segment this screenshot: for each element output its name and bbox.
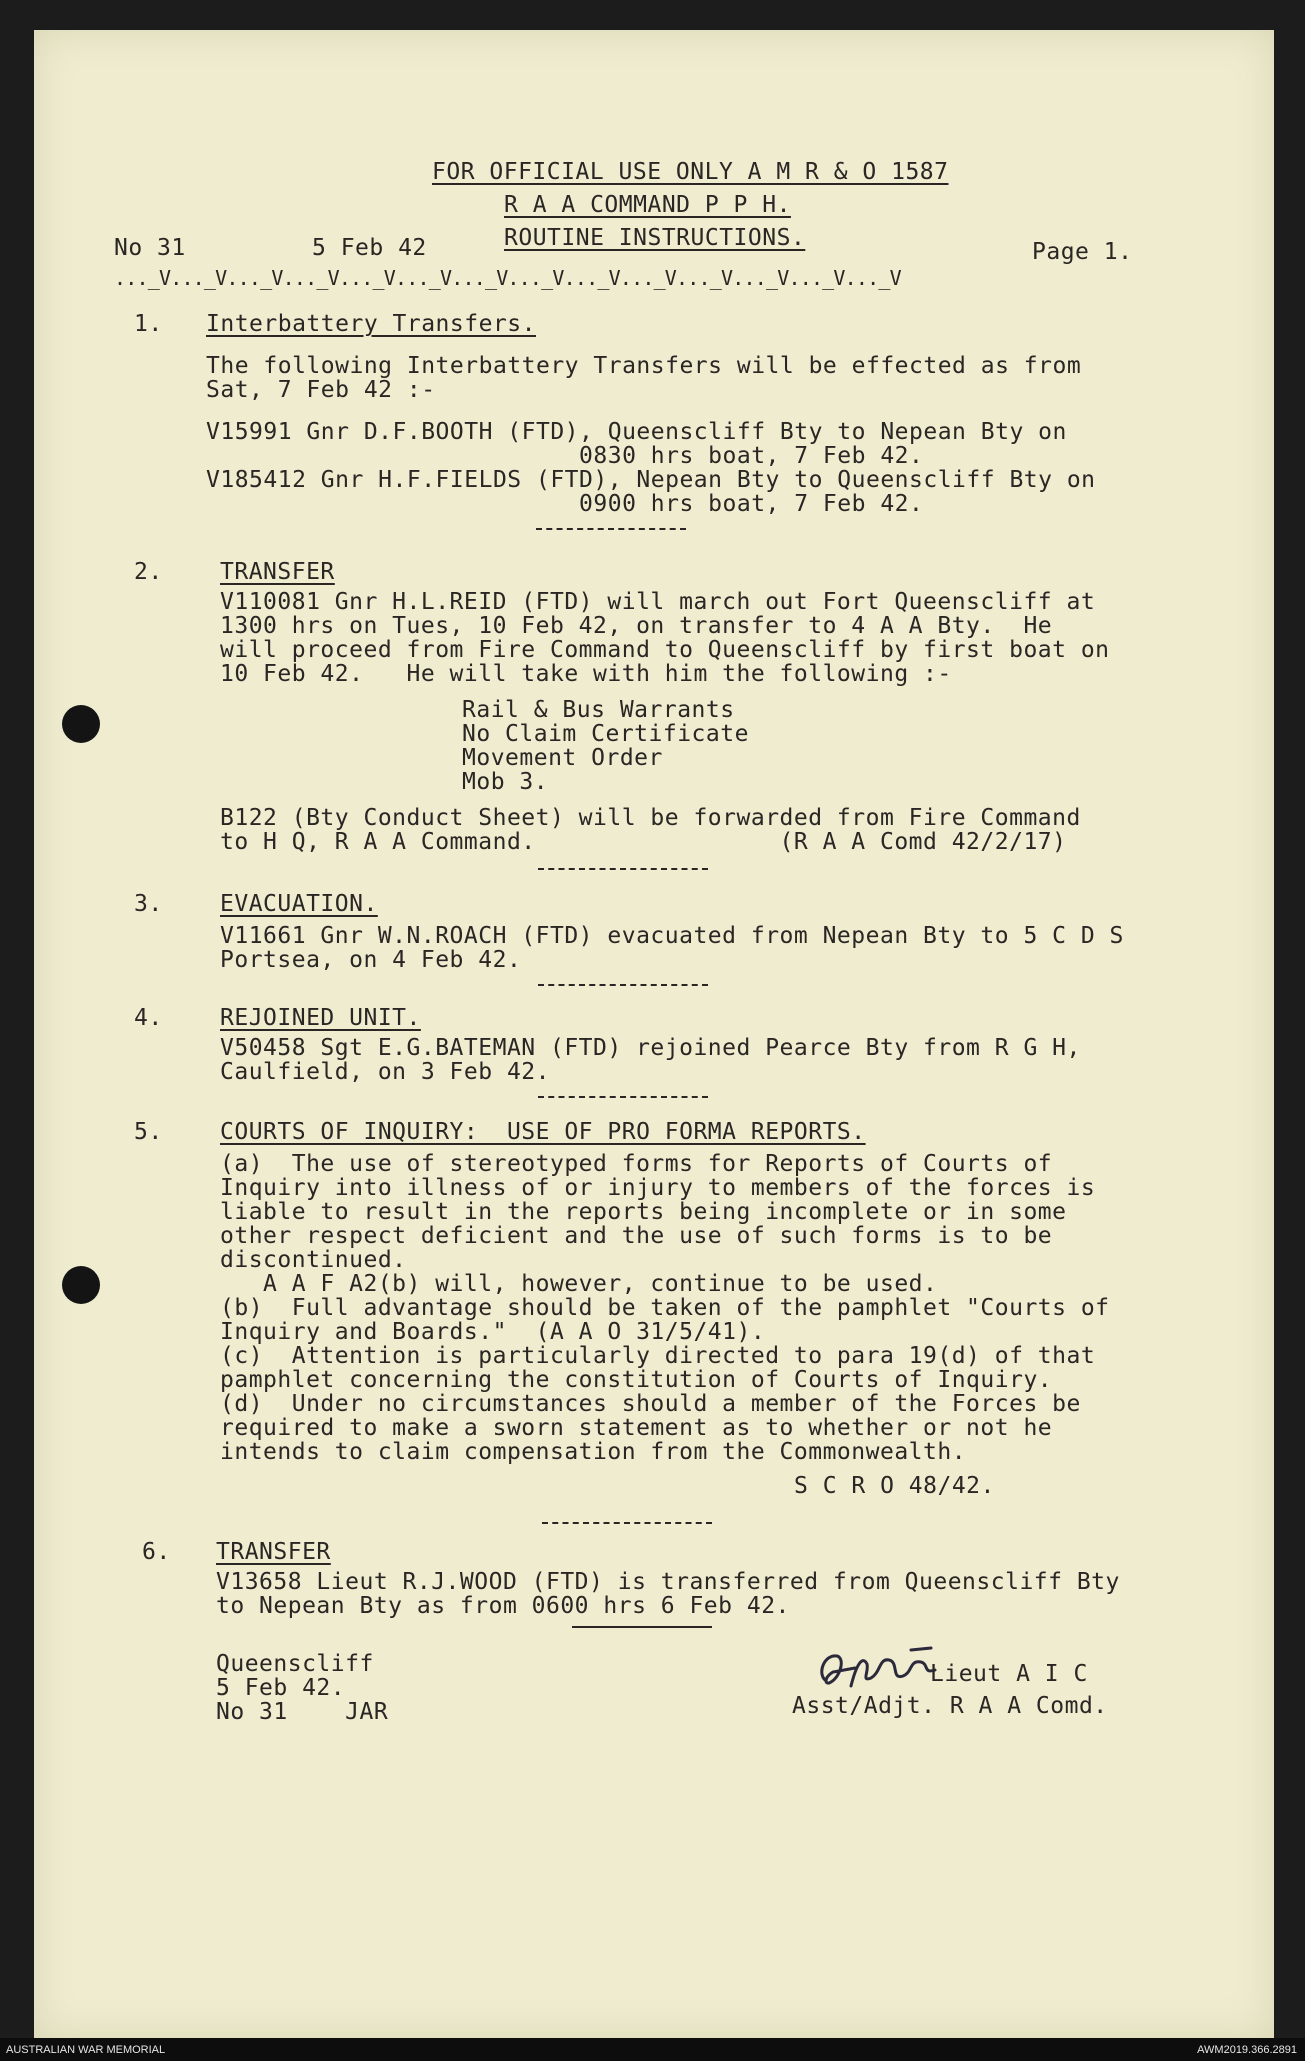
item-1-line: V15991 Gnr D.F.BOOTH (FTD), Queenscliff Bty to Nepean Bty on — [206, 419, 1067, 445]
item-2-list-item: Rail & Bus Warrants — [462, 697, 735, 723]
item-3-line: V11661 Gnr W.N.ROACH (FTD) evacuated from Nepean Bty to 5 C D S — [220, 923, 1124, 949]
item-3-line: Portsea, on 4 Feb 42. — [220, 947, 522, 973]
item-5-line: (a) The use of stereotyped forms for Reports of Courts of — [220, 1151, 1053, 1177]
instruction-number: No 31 — [114, 235, 186, 261]
item-4-line: V50458 Sgt E.G.BATEMAN (FTD) rejoined Pearce Bty from R G H, — [220, 1035, 1081, 1061]
issue-number: No 31 JAR — [216, 1699, 389, 1725]
item-5-line: intends to claim compensation from the Commonwealth. — [220, 1439, 967, 1465]
item-5-line: discontinued. — [220, 1247, 407, 1273]
item-3-title: EVACUATION. — [220, 891, 378, 917]
item-6-number: 6. — [142, 1539, 171, 1565]
item-3-number: 3. — [134, 891, 163, 917]
archive-footer — [0, 2038, 1305, 2061]
item-1-number: 1. — [134, 311, 163, 337]
item-5-line: Inquiry into illness of or injury to members of the forces is — [220, 1175, 1096, 1201]
item-5-number: 5. — [134, 1119, 163, 1145]
item-2-list-item: No Claim Certificate — [462, 721, 749, 747]
item-4-line: Caulfield, on 3 Feb 42. — [220, 1059, 550, 1085]
item-6-title: TRANSFER — [216, 1539, 331, 1565]
official-use-heading: FOR OFFICIAL USE ONLY A M R & O 1587 — [432, 159, 949, 185]
signatory-rank: Lieut A I C — [930, 1661, 1088, 1687]
item-2-closing: to H Q, R A A Command. (R A A Comd 42/2/17) — [220, 829, 1067, 855]
section-separator — [572, 1626, 712, 1628]
item-1-line: 0830 hrs boat, 7 Feb 42. — [206, 443, 924, 469]
signatory-role: Asst/Adjt. R A A Comd. — [792, 1693, 1108, 1719]
item-5-line: pamphlet concerning the constitution of Courts of Inquiry. — [220, 1367, 1053, 1393]
header-divider: ..._V..._V..._V..._V..._V..._V..._V..._V..._V..._V..._V..._V..._V..._V — [114, 266, 901, 290]
item-5-title: COURTS OF INQUIRY: USE OF PRO FORMA REPORTS. — [220, 1119, 866, 1145]
punch-hole-upper — [62, 705, 100, 743]
item-6-line: V13658 Lieut R.J.WOOD (FTD) is transferred from Queenscliff Bty — [216, 1569, 1120, 1595]
item-4-title: REJOINED UNIT. — [220, 1005, 421, 1031]
archive-name: AUSTRALIAN WAR MEMORIAL — [6, 2044, 166, 2056]
document-page — [34, 30, 1274, 2038]
item-5-reference: S C R O 48/42. — [794, 1473, 995, 1499]
item-5-line: required to make a sworn statement as to whether or not he — [220, 1415, 1053, 1441]
command-heading: R A A COMMAND P P H. — [504, 192, 791, 218]
item-5-line: (b) Full advantage should be taken of the pamphlet "Courts of — [220, 1295, 1110, 1321]
item-2-closing: B122 (Bty Conduct Sheet) will be forwarded from Fire Command — [220, 805, 1081, 831]
item-2-title: TRANSFER — [220, 559, 335, 585]
item-2-line: 1300 hrs on Tues, 10 Feb 42, on transfer to 4 A A Bty. He — [220, 613, 1053, 639]
item-2-list-item: Mob 3. — [462, 769, 549, 795]
section-separator — [536, 528, 686, 530]
section-separator — [538, 868, 708, 870]
punch-hole-lower — [62, 1266, 100, 1304]
item-5-line: A A F A2(b) will, however, continue to be used. — [220, 1271, 938, 1297]
item-1-line: 0900 hrs boat, 7 Feb 42. — [206, 491, 924, 517]
item-2-list-item: Movement Order — [462, 745, 663, 771]
item-2-line: will proceed from Fire Command to Queenscliff by first boat on — [220, 637, 1110, 663]
item-2-line: V110081 Gnr H.L.REID (FTD) will march out Fort Queenscliff at — [220, 589, 1096, 615]
section-separator — [538, 984, 708, 986]
item-2-line: 10 Feb 42. He will take with him the following :- — [220, 661, 952, 687]
item-2-number: 2. — [134, 559, 163, 585]
item-1-line: The following Interbattery Transfers will be effected as from — [206, 353, 1082, 379]
item-5-line: (c) Attention is particularly directed to para 19(d) of that — [220, 1343, 1096, 1369]
place-of-issue: Queenscliff — [216, 1651, 374, 1677]
page-number: Page 1. — [1032, 239, 1133, 265]
item-1-line: Sat, 7 Feb 42 :- — [206, 377, 436, 403]
item-4-number: 4. — [134, 1005, 163, 1031]
archive-reference: AWM2019.366.2891 — [1197, 2044, 1297, 2056]
routine-heading: ROUTINE INSTRUCTIONS. — [504, 225, 806, 251]
item-5-line: other respect deficient and the use of such forms is to be — [220, 1223, 1053, 1249]
item-1-title: Interbattery Transfers. — [206, 311, 536, 337]
item-5-line: (d) Under no circumstances should a member of the Forces be — [220, 1391, 1081, 1417]
item-5-line: liable to result in the reports being incomplete or in some — [220, 1199, 1067, 1225]
instruction-date: 5 Feb 42 — [312, 235, 427, 261]
item-5-line: Inquiry and Boards." (A A O 31/5/41). — [220, 1319, 766, 1345]
issue-date: 5 Feb 42. — [216, 1675, 346, 1701]
item-1-line: V185412 Gnr H.F.FIELDS (FTD), Nepean Bty to Queenscliff Bty on — [206, 467, 1096, 493]
section-separator — [542, 1522, 712, 1524]
item-6-line: to Nepean Bty as from 0600 hrs 6 Feb 42. — [216, 1593, 790, 1619]
section-separator — [538, 1096, 708, 1098]
